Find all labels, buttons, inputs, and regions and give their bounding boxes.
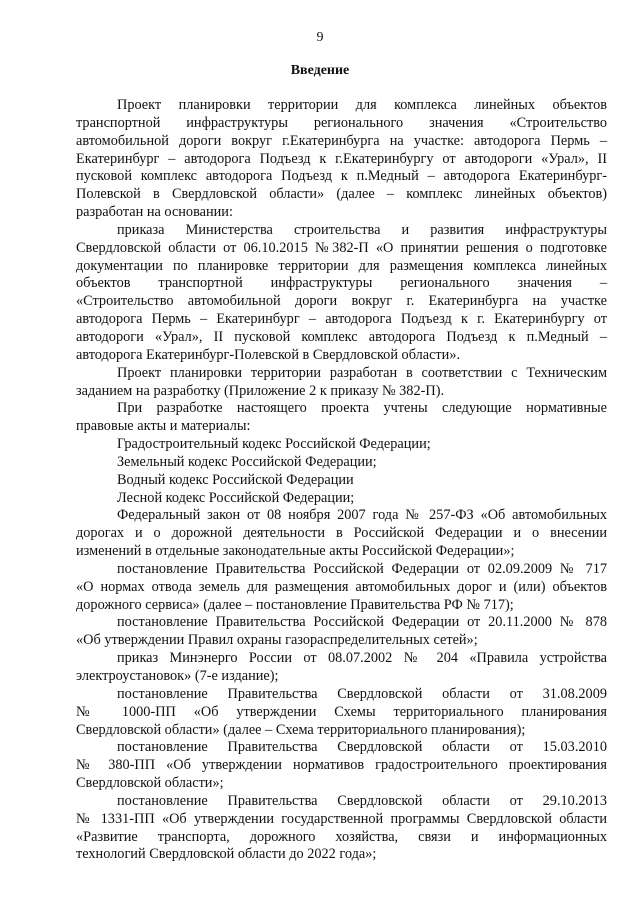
text-line: приказ Минэнерго России от 08.07.2002 № 204 «Правила устройства (117, 650, 607, 667)
text-line: Водный кодекс Российской Федерации (117, 471, 354, 488)
text-line: постановление Правительства Свердловской области от 15.03.2010 (117, 739, 607, 756)
paragraph (76, 614, 607, 650)
paragraph (76, 222, 607, 365)
text-line: «Строительство автомобильной дороги вокруг г. Екатеринбурга на участке (76, 293, 607, 310)
text-line: № 1000-ПП «Об утверждении Схемы территориального планирования (76, 703, 607, 720)
text-line: заданием на разработку (Приложение 2 к приказу № 382-П). (76, 382, 445, 399)
text-line: постановление Правительства Российской Федерации от 02.09.2009 № 717 (117, 560, 607, 577)
text-line: дорожного сервиса» (далее – постановление Правительства РФ № 717); (76, 596, 514, 613)
text-line: «Об утверждении Правил охраны газораспределительных сетей»; (76, 632, 478, 649)
text-line: дорогах и о дорожной деятельности в Российской Федерации и о внесении (76, 525, 607, 542)
paragraph (76, 97, 607, 222)
paragraph (76, 472, 607, 490)
text-line: автодорога Пермь – Екатеринбург – автодорога Подъезд к г. Екатеринбургу от (76, 311, 607, 328)
text-line: автомобильной дороги вокруг г.Екатеринбурга на участке: автодорога Пермь – (76, 132, 607, 149)
text-line: объектов транспортной инфраструктуры регионального значения – (76, 275, 607, 292)
paragraph (76, 507, 607, 561)
text-line: автодороги «Урал», II пусковой комплекс автодорога Подъезд к п.Медный – (76, 328, 607, 345)
text-line: Свердловской области от 06.10.2015 №382-П «О принятии решения о подготовке (76, 239, 607, 256)
text-line: транспортной инфраструктуры регионального значения «Строительство (76, 114, 607, 131)
text-line: технологий Свердловской области до 2022 года»; (76, 846, 377, 863)
paragraph (76, 793, 607, 864)
text-line: Проект планировки территории разработан в соответствии с Техническим (117, 364, 607, 381)
text-line: электроустановок» (7-е издание); (76, 668, 279, 684)
paragraph (76, 686, 607, 740)
text-line: постановление Правительства Свердловской области от 31.08.2009 (117, 685, 607, 702)
text-line: Градостроительный кодекс Российской Федерации; (117, 436, 431, 453)
text-line: пусковой комплекс автодорога Подъезд к п.Медный – автодорога Екатеринбург- (76, 168, 607, 185)
paragraph (76, 436, 607, 454)
paragraph (76, 650, 607, 686)
text-line: постановление Правительства Российской Федерации от 20.11.2000 № 878 (117, 614, 607, 631)
section-title: Введение (290, 63, 350, 78)
text-line: постановление Правительства Свердловской области от 29.10.2013 (117, 792, 607, 809)
paragraph (76, 739, 607, 793)
text-line: Екатеринбург – автодорога Подъезд к г.Екатеринбургу от автодороги «Урал», II (76, 150, 607, 167)
paragraph (76, 454, 607, 472)
paragraph (76, 490, 607, 508)
text-line: автодорога Екатеринбург-Полевской в Свердловской области». (76, 346, 461, 363)
text-line: При разработке настоящего проекта учтены следующие нормативные (117, 400, 607, 417)
text-line: документации по планировке территории для размещения комплекса линейных (76, 257, 607, 274)
text-line: приказа Министерства строительства и развития инфраструктуры (117, 221, 607, 238)
document-body (76, 97, 607, 864)
text-line: № 1331-ПП «Об утверждении государственной программы Свердловской области (76, 810, 607, 827)
text-line: Лесной кодекс Российской Федерации; (117, 489, 355, 506)
text-line: Проект планировки территории для комплекса линейных объектов (117, 97, 607, 113)
text-line: Полевской в Свердловской области» (далее – комплекс линейных объектов) (76, 186, 607, 203)
text-line: Федеральный закон от 08 ноября 2007 года № 257-ФЗ «Об автомобильных (117, 507, 607, 524)
text-line: «Развитие транспорта, дорожного хозяйства, связи и информационных (76, 828, 607, 845)
text-line: разработан на основании: (76, 204, 233, 221)
text-line: правовые акты и материалы: (76, 418, 251, 435)
text-line: Свердловской области»; (76, 775, 224, 792)
text-line: № 380-ПП «Об утверждении нормативов градостроительного проектирования (76, 757, 607, 774)
page-number: 9 (316, 30, 324, 45)
text-line: Свердловской области» (далее – Схема территориального планирования); (76, 721, 526, 738)
paragraph (76, 365, 607, 401)
paragraph (76, 561, 607, 615)
paragraph (76, 400, 607, 436)
text-line: «О нормах отвода земель для размещения автомобильных дорог и (или) объектов (76, 578, 607, 595)
text-line: Земельный кодекс Российской Федерации; (117, 453, 377, 470)
text-line: изменений в отдельные законодательные акты Российской Федерации»; (76, 543, 515, 560)
